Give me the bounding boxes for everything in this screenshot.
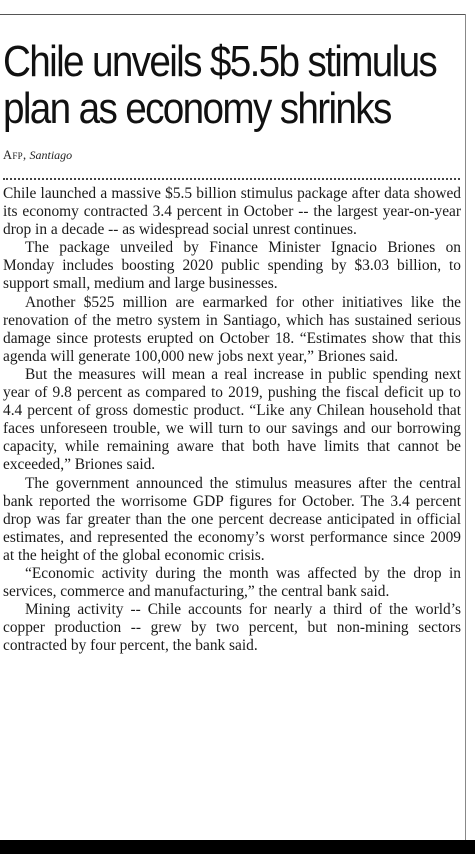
headline: Chile unveils $5.5b stimulus plan as economy shrinks — [3, 37, 437, 133]
byline-place: Santiago — [29, 148, 73, 162]
byline-agency: Afp, — [3, 148, 27, 162]
dotted-separator — [3, 178, 460, 180]
paragraph: “Economic activity during the month was affected by the drop in services, commerce and manufacturing,” the central bank said. — [3, 564, 461, 601]
paragraph: Another $525 million are earmarked for other initiatives like the renovation of the metro system in Santiago, which has sustained serious damage since protests erupted on October 18. “Estimates show that this agenda will generate 100,000 new jobs next year,” Briones said. — [3, 293, 461, 365]
paragraph: Mining activity -- Chile accounts for nearly a third of the world’s copper production -- grew by two percent, but non-mining sectors contracted by four percent, the bank said. — [3, 601, 461, 655]
paragraph: The package unveiled by Finance Minister Ignacio Briones on Monday includes boosting 2020 public spending by $3.03 billion, to support small, medium and large businesses. — [3, 239, 461, 293]
byline — [3, 148, 72, 163]
top-rule — [0, 14, 466, 15]
paragraph: Chile launched a massive $5.5 billion stimulus package after data showed its economy contracted 3.4 percent in October -- the largest year-on-year drop in a decade -- as widespread social unrest continues. — [3, 185, 461, 239]
column-rule — [465, 14, 466, 844]
paragraph: But the measures will mean a real increase in public spending next year of 9.8 percent as compared to 2019, pushing the fiscal deficit up to 4.4 percent of gross domestic product. “Like any Chilean household that faces unforeseen trouble, we will turn to our savings and our borrowing capacity, while remaining aware that both have limits that cannot be exceeded,” Briones said. — [3, 365, 461, 474]
paragraph: The government announced the stimulus measures after the central bank reported the worrisome GDP figures for October. The 3.4 percent drop was far greater than the one percent decrease anticipated in official estimates, and represented the economy’s worst performance since 2009 at the height of the global economic crisis. — [3, 474, 461, 564]
article-body — [3, 185, 461, 655]
bottom-bar — [0, 840, 475, 854]
